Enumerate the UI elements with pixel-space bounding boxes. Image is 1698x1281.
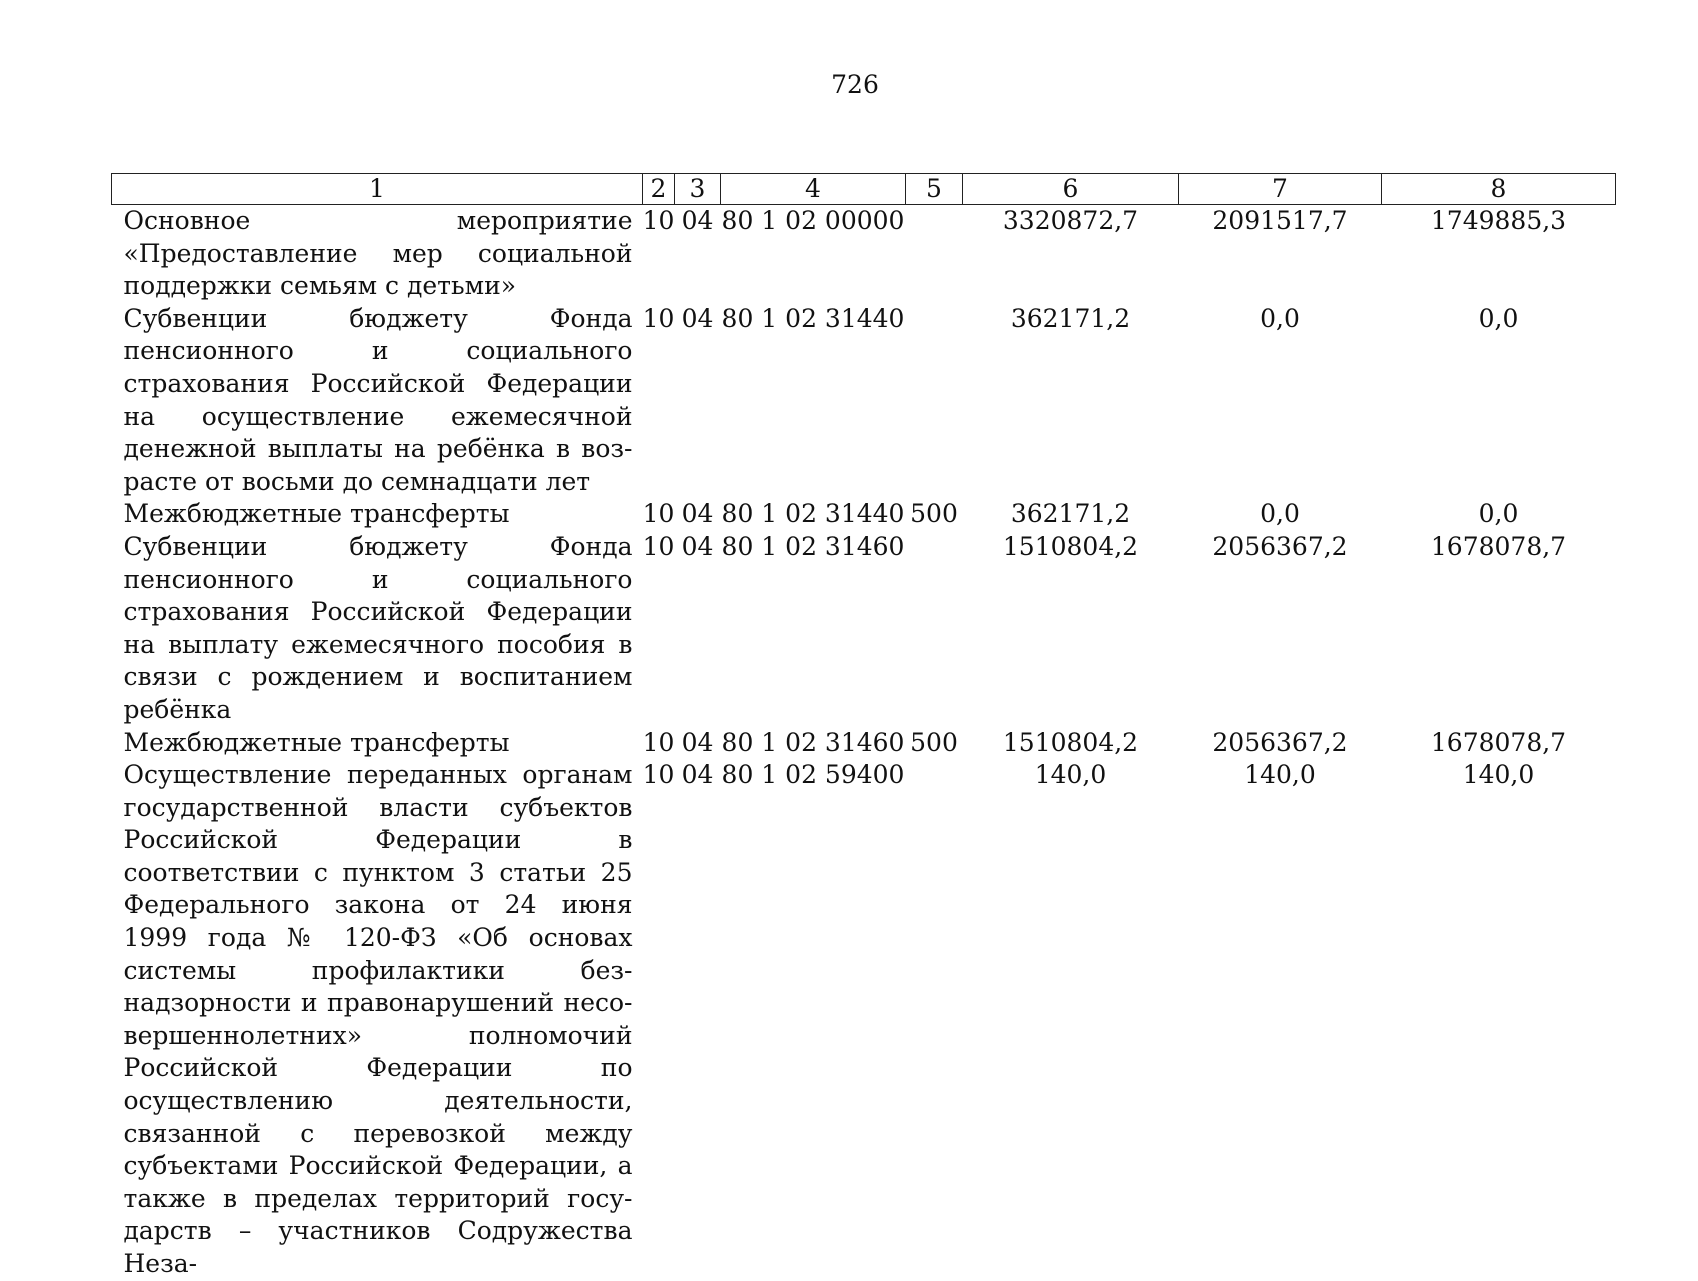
row-expense-type: [906, 205, 963, 303]
row-amount-col8: 1678078,7: [1430, 727, 1567, 757]
row-amount-col7: 0,0: [1260, 499, 1300, 529]
row-amount-col7: 2091517,7: [1212, 206, 1348, 235]
row-amount-col6: 140,0: [1034, 760, 1107, 790]
header-col-3: 3: [675, 174, 721, 205]
table-row: [112, 498, 1616, 531]
header-col-5: 5: [906, 174, 963, 205]
row-target-code: 80 1 02 31440: [721, 499, 905, 529]
table-row: [112, 205, 1616, 303]
row-amount-col7: 140,0: [1244, 760, 1316, 790]
row-section: 10: [642, 499, 675, 529]
row-amount-col8: 1678078,7: [1430, 531, 1567, 561]
row-section: 10: [642, 727, 675, 757]
row-section: 10: [642, 760, 675, 790]
row-expense-type: [906, 303, 963, 499]
row-expense-type: 500: [910, 727, 958, 757]
row-target-code: 80 1 02 31460: [721, 727, 905, 757]
row-amount-col8: 140,0: [1462, 760, 1535, 790]
row-expense-type: 500: [910, 499, 958, 529]
table-row: [112, 531, 1616, 727]
table-body: [112, 205, 1616, 1281]
row-expense-type: [906, 759, 963, 1281]
header-col-4: 4: [721, 174, 906, 205]
header-col-6: 6: [963, 174, 1179, 205]
table-row: [112, 727, 1616, 760]
row-subsection: 04: [681, 206, 714, 235]
table-row: [112, 303, 1616, 499]
row-name: Межбюджетные трансферты: [123, 727, 510, 757]
row-expense-type: [906, 531, 963, 727]
row-amount-col8: 0,0: [1478, 303, 1519, 333]
row-subsection: 04: [681, 727, 714, 757]
header-col-7: 7: [1179, 174, 1382, 205]
row-section: 10: [642, 531, 675, 561]
row-name: Субвенции бюджету Фонда пенсионного и социального страхования Российской Федерации на осуществление ежемесячной денежной выплаты на ребёнка в возрасте от восьми до семнадцати лет: [123, 303, 633, 496]
header-row: [112, 174, 1616, 205]
row-target-code: 80 1 02 00000: [721, 206, 905, 235]
row-subsection: 04: [681, 531, 714, 561]
row-amount-col7: 0,0: [1260, 303, 1300, 333]
row-target-code: 80 1 02 59400: [721, 760, 905, 790]
table-row: [112, 759, 1616, 1281]
page-number: 726: [831, 70, 879, 99]
row-amount-col7: 2056367,2: [1212, 531, 1348, 561]
header-col-8: 8: [1382, 174, 1616, 205]
table-header: [112, 174, 1616, 205]
row-name: Межбюджетные трансферты: [123, 499, 510, 529]
row-amount-col6: 1510804,2: [1002, 727, 1139, 757]
budget-table: [111, 173, 1616, 1281]
row-subsection: 04: [681, 760, 714, 790]
header-col-1: 1: [112, 174, 643, 205]
row-name: Субвенции бюджету Фонда пенсионного и социального страхования Российской Федерации на выплату ежемесячного пособия в связи с рождением и воспитанием ребёнка: [123, 531, 633, 724]
row-target-code: 80 1 02 31460: [721, 531, 905, 561]
row-name: Основное мероприятие «Предоставление мер социальной поддержки семьям с детьми»: [123, 206, 633, 301]
row-amount-col8: 1749885,3: [1430, 206, 1567, 235]
row-amount-col7: 2056367,2: [1212, 727, 1348, 757]
row-subsection: 04: [681, 499, 714, 529]
row-amount-col6: 1510804,2: [1002, 531, 1139, 561]
row-name: Осуществление переданных органам государственной власти субъектов Российской Федерации в соответствии с пунктом 3 статьи 25 Федерального закона от 24 июня 1999 года № 120-ФЗ «Об основах системы профилактики безнадзорности и правонарушений несовершеннолетних» полномочий Российской Федерации по осуществлению деятельности, связанной с перевозкой между субъектами Российской Федерации, а также в пределах территорий государств – участников Содружества Неза-: [123, 760, 633, 1278]
row-section: 10: [642, 206, 675, 235]
row-amount-col6: 362171,2: [1010, 499, 1131, 529]
row-amount-col6: 3320872,7: [1002, 206, 1139, 235]
row-section: 10: [642, 303, 675, 333]
row-amount-col8: 0,0: [1478, 499, 1519, 529]
header-col-2: 2: [643, 174, 675, 205]
row-amount-col6: 362171,2: [1010, 303, 1131, 333]
row-target-code: 80 1 02 31440: [721, 303, 905, 333]
row-subsection: 04: [681, 303, 714, 333]
